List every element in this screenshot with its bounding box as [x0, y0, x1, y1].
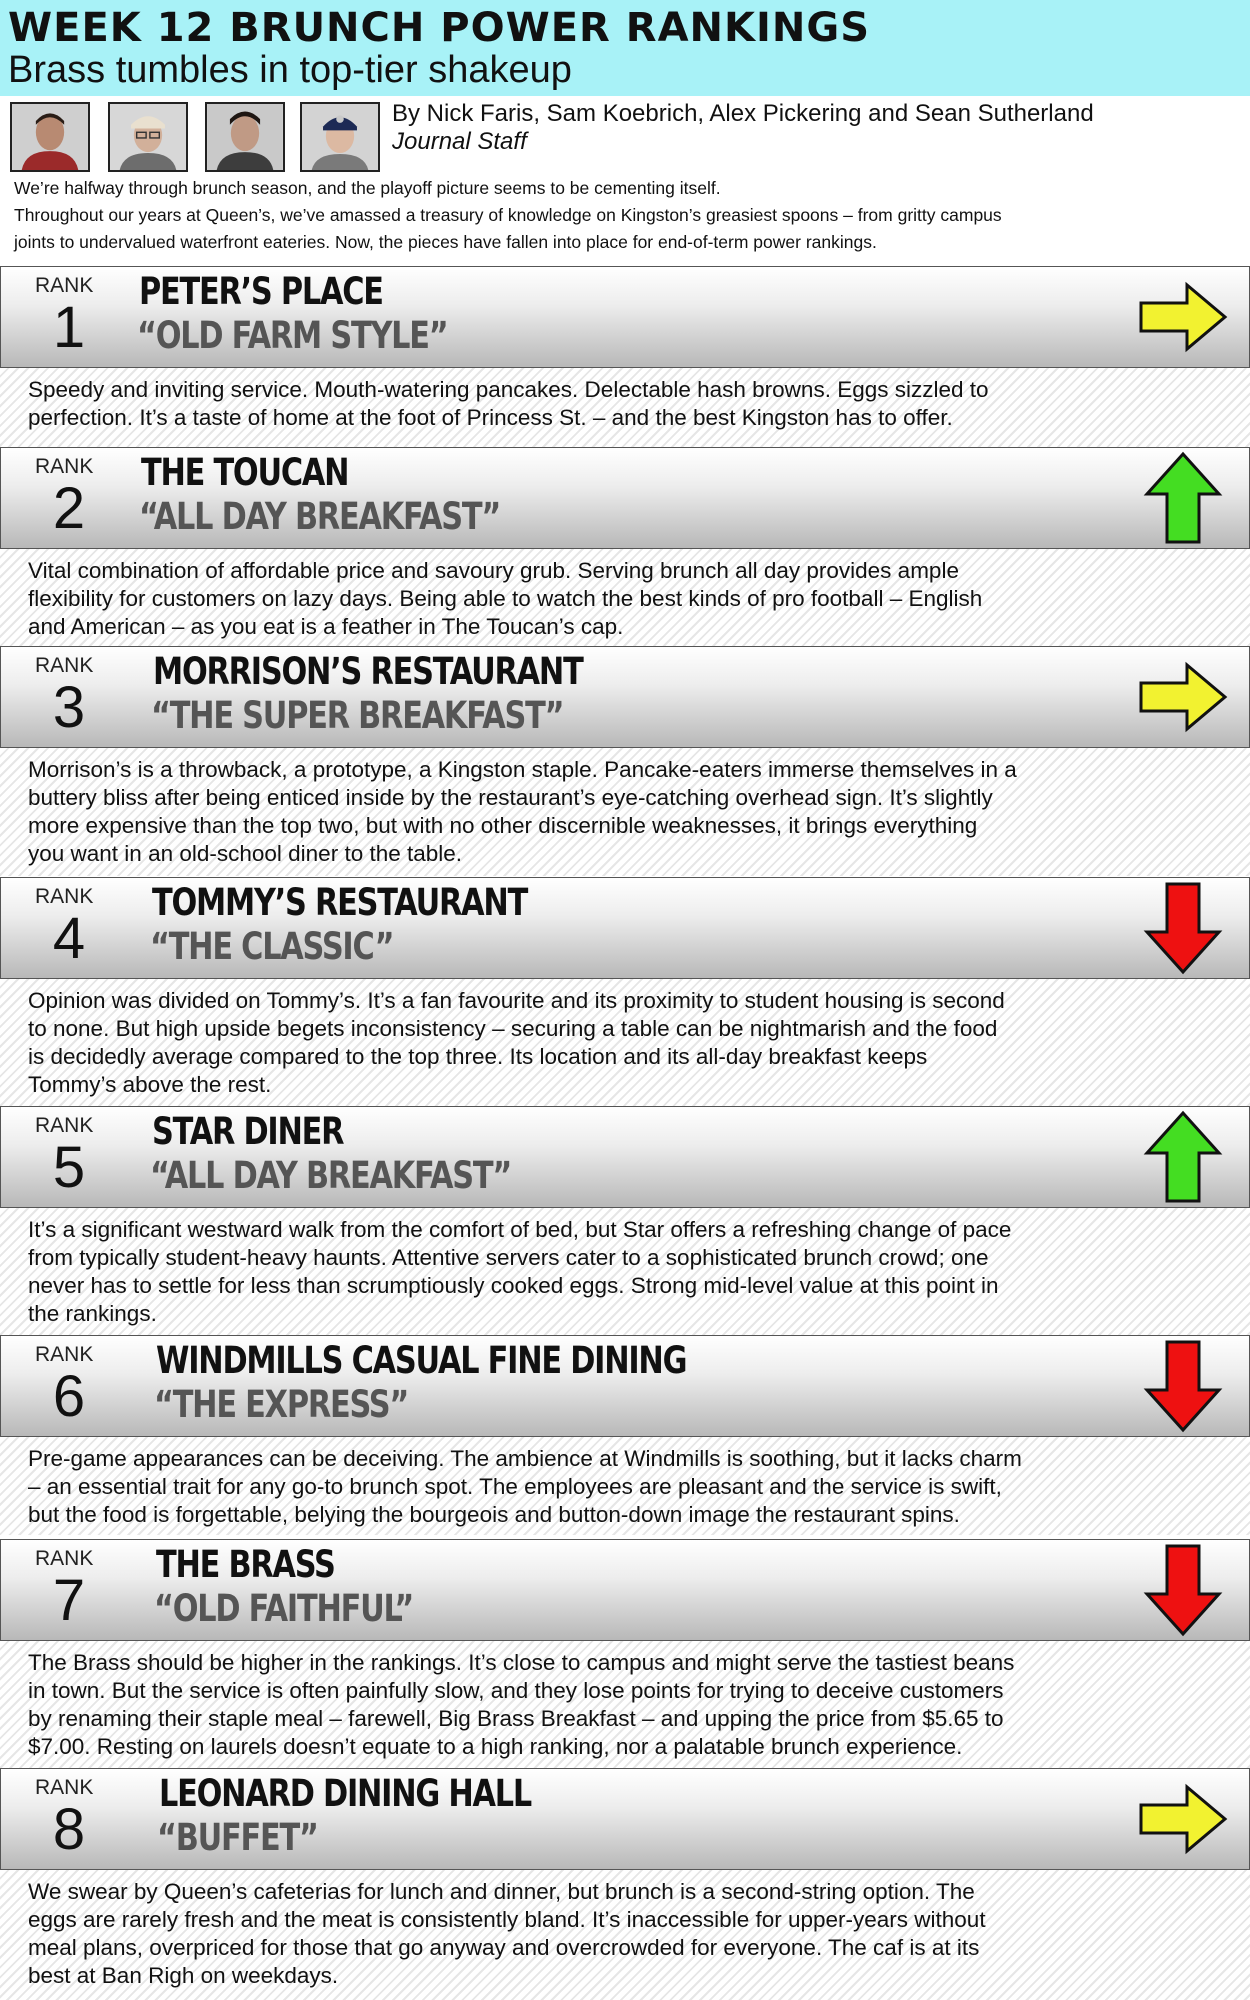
restaurant-name: TOMMY’S RESTAURANT: [152, 881, 528, 924]
trend-right-arrow-icon: [1135, 269, 1231, 365]
rank-bar-8: [0, 1768, 1250, 1870]
description-line: buttery bliss after being enticed inside by the restaurant’s eye-catching overhead sign. It’s slightly: [28, 785, 993, 810]
description-line: and American – as you eat is a feather in The Toucan’s cap.: [28, 614, 624, 639]
signature-dish: “ALL DAY BREAKFAST”: [139, 495, 501, 538]
trend-up-arrow-icon: [1135, 450, 1231, 546]
description-line: Vital combination of affordable price and savoury grub. Serving brunch all day provides ample: [28, 558, 959, 583]
description-line: Speedy and inviting service. Mouth-watering pancakes. Delectable hash browns. Eggs sizzled to: [28, 377, 989, 402]
rank-bar-4: [0, 877, 1250, 979]
trend-up-arrow-icon: [1135, 1109, 1231, 1205]
description-line: Morrison’s is a throwback, a prototype, a Kingston staple. Pancake-eaters immerse themselves in a: [28, 757, 1017, 782]
rank-bar-1: [0, 266, 1250, 368]
rank-number: 6: [52, 1364, 86, 1429]
trend-right-arrow-icon: [1135, 649, 1231, 745]
rank-number: 7: [52, 1568, 86, 1633]
rank-number: 4: [52, 906, 86, 971]
header-band: [0, 0, 1250, 96]
headline: WEEK 12 BRUNCH POWER RANKINGS: [8, 5, 871, 51]
rank-description-1: [0, 368, 1250, 448]
trend-right-arrow-icon: [1135, 1771, 1231, 1867]
description-line: eggs are rarely fresh and the meat is consistently bland. It’s inaccessible for upper-years without: [28, 1907, 986, 1932]
signature-dish: “BUFFET”: [157, 1816, 318, 1859]
description-text: [28, 557, 982, 641]
restaurant-name: MORRISON’S RESTAURANT: [153, 650, 583, 693]
rank-label: RANK: [35, 654, 94, 677]
byline-staff: Journal Staff: [392, 128, 527, 155]
description-text: [28, 987, 1005, 1099]
rank-number: 1: [52, 295, 86, 360]
intro-line-1: We’re halfway through brunch season, and the playoff picture seems to be cementing itself.: [14, 178, 721, 198]
description-line: in town. But the service is often painfully slow, and they lose points for trying to deceive customers: [28, 1678, 1004, 1703]
description-line: but the food is forgettable, belying the bourgeois and button-down image the restaurant spins.: [28, 1502, 960, 1527]
restaurant-name: WINDMILLS CASUAL FINE DINING: [156, 1339, 687, 1382]
rank-bar-6: [0, 1335, 1250, 1437]
rank-number: 8: [52, 1797, 86, 1862]
restaurant-name: PETER’S PLACE: [139, 270, 383, 313]
rank-description-2: [0, 549, 1250, 646]
description-line: by renaming their staple meal – farewell, Big Brass Breakfast – and upping the price from $5.65 to: [28, 1706, 1004, 1731]
restaurant-name: THE TOUCAN: [141, 451, 349, 494]
rank-number: 2: [52, 476, 86, 541]
rank-number: 5: [52, 1135, 86, 1200]
description-text: [28, 756, 1017, 868]
rank-label: RANK: [35, 1547, 94, 1570]
staff-photo-1: [10, 102, 90, 172]
description-line: perfection. It’s a taste of home at the foot of Princess St. – and the best Kingston has to offer.: [28, 405, 953, 430]
description-line: best at Ban Righ on weekdays.: [28, 1963, 339, 1988]
signature-dish: “ALL DAY BREAKFAST”: [150, 1154, 512, 1197]
rank-label: RANK: [35, 274, 94, 297]
trend-down-arrow-icon: [1135, 880, 1231, 976]
description-line: – an essential trait for any go-to brunch spot. The employees are pleasant and the service is swift,: [28, 1474, 1002, 1499]
description-line: Opinion was divided on Tommy’s. It’s a fan favourite and its proximity to student housing is second: [28, 988, 1005, 1013]
rank-description-5: [0, 1208, 1250, 1335]
description-line: never has to settle for less than scrumptiously cooked eggs. Strong mid-level value at this point in: [28, 1273, 999, 1298]
signature-dish: “THE EXPRESS”: [154, 1383, 409, 1426]
signature-dish: “THE SUPER BREAKFAST”: [151, 694, 564, 737]
description-line: the rankings.: [28, 1301, 157, 1326]
description-line: We swear by Queen’s cafeterias for lunch and dinner, but brunch is a second-string option. The: [28, 1879, 975, 1904]
restaurant-name: THE BRASS: [156, 1543, 335, 1586]
signature-dish: “OLD FAITHFUL”: [154, 1587, 414, 1630]
restaurant-name: STAR DINER: [152, 1110, 344, 1153]
description-text: [28, 376, 989, 432]
rank-bar-7: [0, 1539, 1250, 1641]
staff-photo-2: [108, 102, 188, 172]
rank-label: RANK: [35, 455, 94, 478]
rank-number: 3: [52, 675, 86, 740]
description-line: more expensive than the top two, but with no other discernible weaknesses, it brings everything: [28, 813, 978, 838]
description-line: flexibility for customers on lazy days. Being able to watch the best kinds of pro football – English: [28, 586, 983, 611]
rank-label: RANK: [35, 1776, 94, 1799]
trend-down-arrow-icon: [1135, 1338, 1231, 1434]
signature-dish: “THE CLASSIC”: [150, 925, 394, 968]
description-line: is decidedly average compared to the top three. Its location and its all-day breakfast keeps: [28, 1044, 928, 1069]
description-line: meal plans, overpriced for those that go anyway and overcrowded for everyone. The caf is at its: [28, 1935, 980, 1960]
rank-label: RANK: [35, 1114, 94, 1137]
trend-down-arrow-icon: [1135, 1542, 1231, 1638]
description-line: Pre-game appearances can be deceiving. The ambience at Windmills is soothing, but it lacks charm: [28, 1446, 1022, 1471]
intro-line-3: joints to undervalued waterfront eateries. Now, the pieces have fallen into place for end-of-term power rankings.: [14, 232, 877, 252]
staff-photo-3: [205, 102, 285, 172]
intro-line-2: Throughout our years at Queen’s, we’ve amassed a treasury of knowledge on Kingston’s greasiest spoons – from gritty campus: [14, 205, 1002, 225]
rank-description-3: [0, 748, 1250, 876]
restaurant-name: LEONARD DINING HALL: [159, 1772, 532, 1815]
subheadline: Brass tumbles in top-tier shakeup: [8, 49, 572, 91]
description-text: [28, 1649, 1014, 1761]
rank-label: RANK: [35, 1343, 94, 1366]
rank-label: RANK: [35, 885, 94, 908]
rank-description-4: [0, 979, 1250, 1106]
signature-dish: “OLD FARM STYLE”: [137, 314, 448, 357]
description-line: from typically student-heavy haunts. Attentive servers cater to a sophisticated brunch crowd; one: [28, 1245, 989, 1270]
staff-photo-4: [300, 102, 380, 172]
rank-description-7: [0, 1641, 1250, 1769]
description-line: to none. But high upside begets inconsistency – securing a table can be nightmarish and the food: [28, 1016, 998, 1041]
description-line: Tommy’s above the rest.: [28, 1072, 272, 1097]
description-line: The Brass should be higher in the rankings. It’s close to campus and might serve the tastiest beans: [28, 1650, 1015, 1675]
byline-authors: By Nick Faris, Sam Koebrich, Alex Pickering and Sean Sutherland: [392, 100, 1094, 127]
description-line: It’s a significant westward walk from the comfort of bed, but Star offers a refreshing change of pace: [28, 1217, 1012, 1242]
rank-bar-3: [0, 646, 1250, 748]
description-text: [28, 1445, 1022, 1529]
description-line: $7.00. Resting on laurels doesn’t equate to a high ranking, nor a palatable brunch experience.: [28, 1734, 963, 1759]
rank-bar-5: [0, 1106, 1250, 1208]
description-line: you want in an old-school diner to the table.: [28, 841, 463, 866]
description-text: [28, 1878, 986, 1990]
rank-bar-2: [0, 447, 1250, 549]
description-text: [28, 1216, 1011, 1328]
rank-description-6: [0, 1437, 1250, 1535]
rank-description-8: [0, 1870, 1250, 2000]
